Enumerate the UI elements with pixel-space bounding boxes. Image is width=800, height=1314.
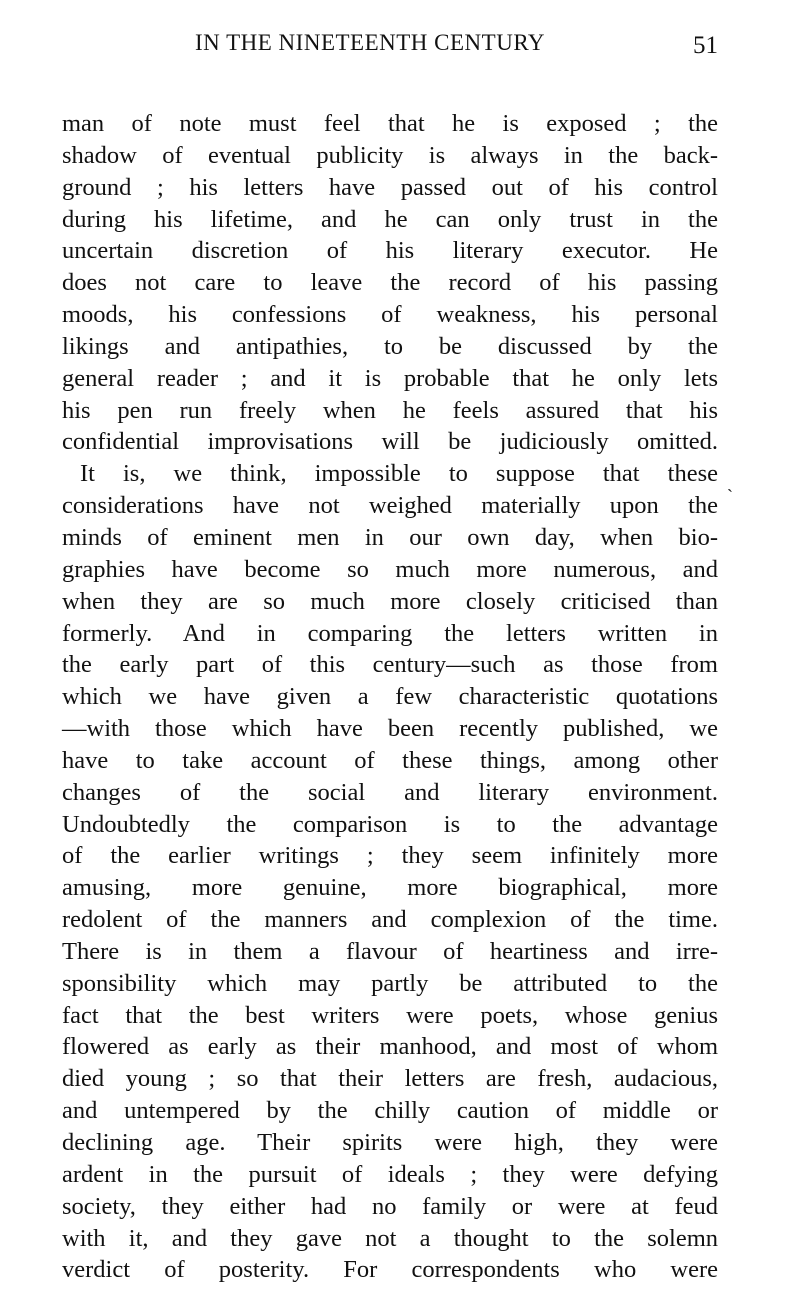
text-line: flowered as early as their manhood, and most of whom	[62, 1033, 718, 1061]
text-line: changes of the social and literary environment.	[62, 778, 718, 806]
running-title: IN THE NINETEENTH CENTURY	[195, 30, 545, 55]
text-line: does not care to leave the record of his passing	[62, 269, 718, 297]
text-line: redolent of the manners and complexion of the time.	[62, 906, 718, 934]
text-line: ground ; his letters have passed out of his control	[62, 173, 718, 201]
text-line: the early part of this century—such as those from	[62, 651, 718, 679]
text-line: during his lifetime, and he can only trust in the	[62, 205, 718, 233]
text-line: general reader ; and it is probable that he only lets	[62, 364, 718, 392]
text-line: man of note must feel that he is exposed ; the	[62, 110, 718, 137]
text-line: with it, and they gave not a thought to the solemn	[62, 1224, 718, 1252]
text-line: sponsibility which may partly be attributed to the	[62, 969, 718, 997]
text-line: graphies have become so much more numerous, and	[62, 555, 718, 583]
page-number: 51	[693, 32, 718, 59]
text-line: when they are so much more closely criticised than	[62, 587, 718, 615]
text-line: of the earlier writings ; they seem infinitely more	[62, 842, 718, 870]
text-line: his pen run freely when he feels assured that his	[62, 396, 718, 424]
text-line: Undoubtedly the comparison is to the advantage	[62, 810, 718, 838]
body-text	[62, 108, 718, 1286]
text-line: confidential improvisations will be judiciously omitted.	[62, 428, 718, 456]
text-line: likings and antipathies, to be discussed by the	[62, 332, 718, 360]
text-line: verdict of posterity. For correspondents who were	[62, 1256, 718, 1284]
text-line: declining age. Their spirits were high, they were	[62, 1129, 718, 1156]
text-line: uncertain discretion of his literary executor. He	[62, 237, 718, 265]
scan-mark: `	[727, 486, 733, 506]
text-line: and untempered by the chilly caution of middle or	[62, 1097, 718, 1125]
text-line: considerations have not weighed materially upon the	[62, 492, 718, 520]
text-line: formerly. And in comparing the letters written in	[62, 619, 718, 647]
text-line: moods, his confessions of weakness, his personal	[62, 301, 718, 329]
text-line: ardent in the pursuit of ideals ; they were defying	[62, 1160, 718, 1188]
text-line: minds of eminent men in our own day, when bio-	[62, 523, 718, 551]
text-line: —with those which have been recently published, we	[62, 715, 718, 743]
text-line: have to take account of these things, among other	[62, 746, 718, 774]
text-line: shadow of eventual publicity is always in the back-	[62, 141, 718, 169]
text-line: amusing, more genuine, more biographical, more	[62, 874, 718, 902]
text-line: which we have given a few characteristic quotations	[62, 683, 718, 711]
text-line: It is, we think, impossible to suppose that these	[80, 460, 718, 488]
text-line: There is in them a flavour of heartiness and irre-	[62, 937, 718, 965]
page-header	[62, 30, 718, 66]
text-line: fact that the best writers were poets, whose genius	[62, 1001, 718, 1029]
text-line: died young ; so that their letters are fresh, audacious,	[62, 1065, 718, 1093]
text-line: society, they either had no family or were at feud	[62, 1192, 718, 1220]
